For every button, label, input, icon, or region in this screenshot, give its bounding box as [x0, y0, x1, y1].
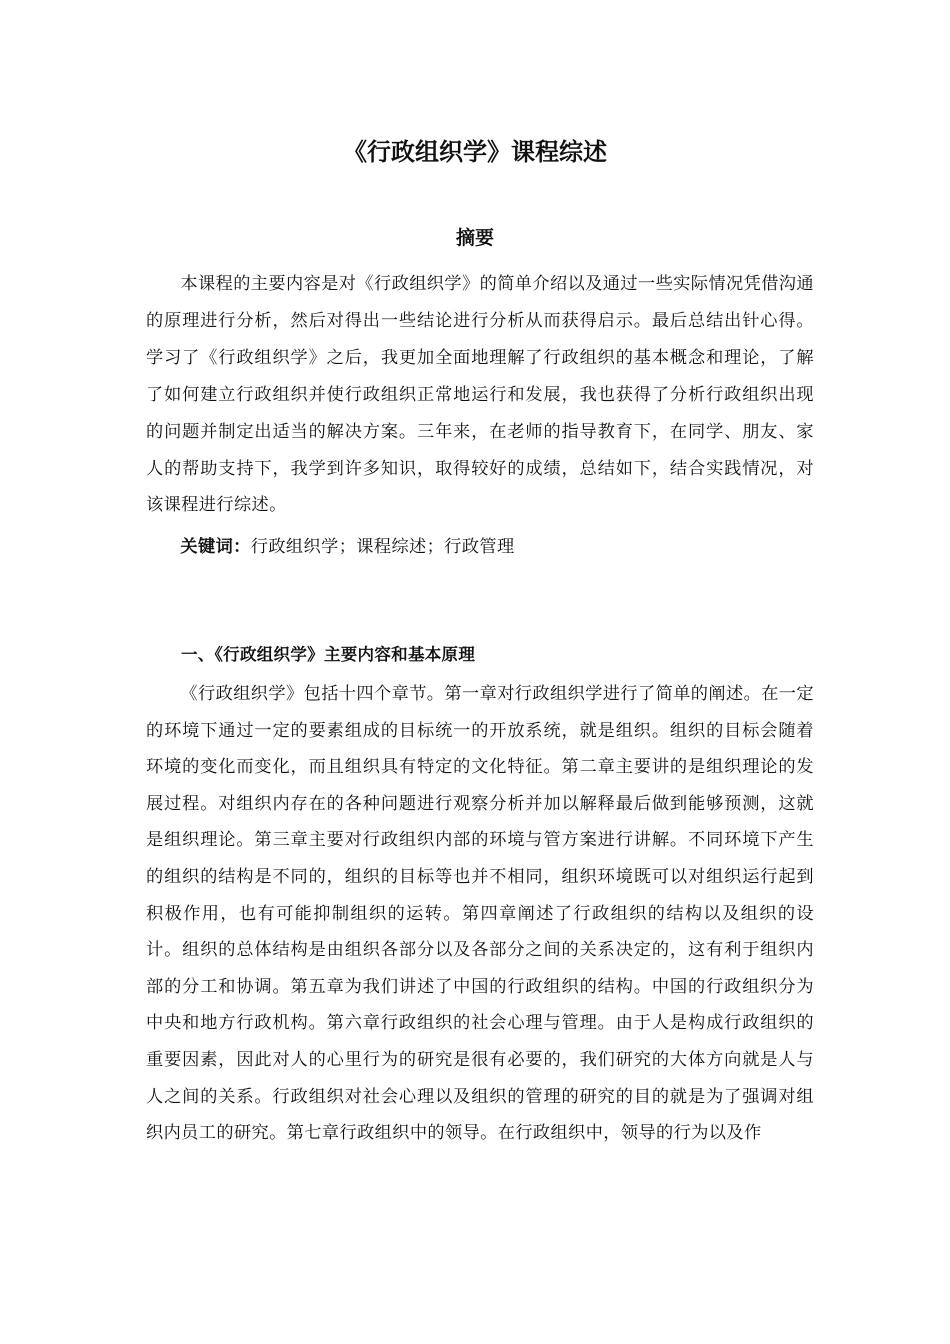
keywords-label: 关键词： [180, 537, 251, 557]
document-title: 《行政组织学》课程综述 [343, 138, 607, 166]
section-body: 《行政组织学》包括十四个章节。第一章对行政组织学进行了简单的阐述。在一定的环境下通过一定的要素组成的目标统一的开放系统，就是组织。组织的目标会随着环境的变化而变化，而且组织具有特定的文化特征。第二章主要讲的是组织理论的发展过程。对组织内存在的各种问题进行观察分析并加以解释最后做到能够预测，这就是组织理论。第三章主要对行政组织内部的环境与管方案进行讲解。不同环境下产生的组织的结构是不同的，组织的目标等也并不相同，组织环境既可以对组织运行起到积极作用，也有可能抑制组织的运转。第四章阐述了行政组织的结构以及组织的设计。组织的总体结构是由组织各部分以及各部分之间的关系决定的，这有利于组织内部的分工和协调。第五章为我们讲述了中国的行政组织的结构。中国的行政组织分为中央和地方行政机构。第六章行政组织的社会心理与管理。由于人是构成行政组织的重要因素，因此对人的心里行为的研究是很有必要的，我们研究的大体方向就是人与人之间的关系。行政组织对社会心理以及组织的管理的研究的目的就是为了强调对组织内员工的研究。第七章行政组织中的领导。在行政组织中，领导的行为以及作 [146, 684, 814, 1144]
section-heading: 一、《行政组织学》主要内容和基本原理 [181, 645, 476, 664]
abstract-body: 本课程的主要内容是对《行政组织学》的简单介绍以及通过一些实际情况凭借沟通的原理进行分析，然后对得出一些结论进行分析从而获得启示。最后总结出针心得。学习了《行政组织学》之后，我更加全面地理解了行政组织的基本概念和理论，了解了如何建立行政组织并使行政组织正常地运行和发展，我也获得了分析行政组织出现的问题并制定出适当的解决方案。三年来，在老师的指导教育下，在同学、朋友、家人的帮助支持下，我学到许多知识，取得较好的成绩，总结如下，结合实践情况，对该课程进行综述。 [146, 274, 814, 516]
keywords-line [146, 529, 814, 565]
keywords-value: 行政组织学；课程综述；行政管理 [250, 537, 515, 557]
abstract-heading: 摘要 [455, 227, 494, 249]
